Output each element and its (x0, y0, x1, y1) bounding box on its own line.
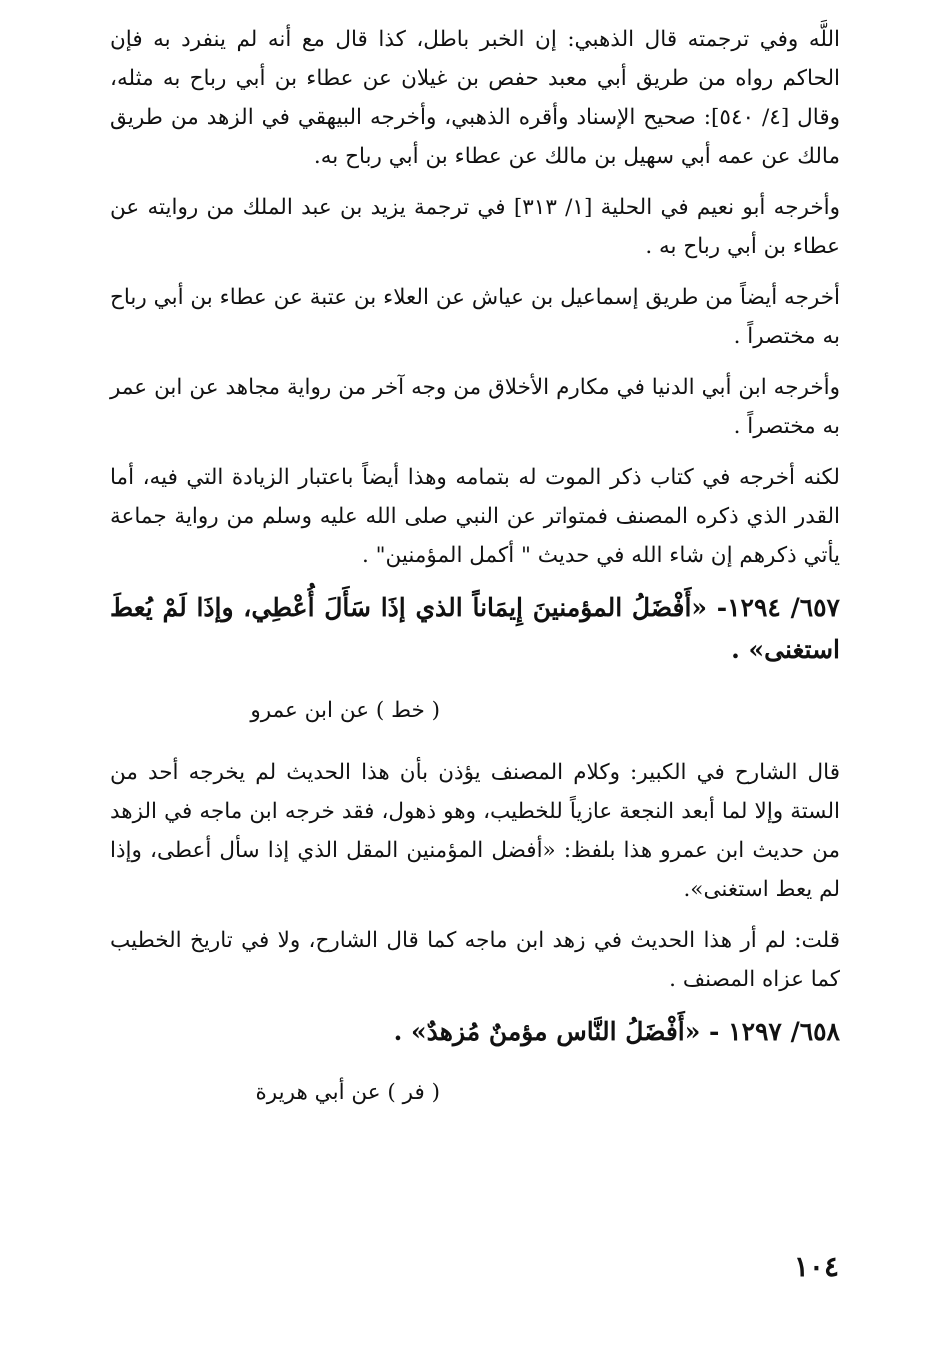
hadith-text: ٦٥٧/ ١٢٩٤- «أَفْضَلُ المؤمنينَ إِيمَاناً الذي إذَا سَأَلَ أُعْطِي، وإذَا لَمْ يُعطَ استغنى» . (110, 593, 840, 664)
hadith-text: ٦٥٨/ ١٢٩٧ - «أَفْضَلُ النَّاس مؤمنٌ مُزهدٌ» . (393, 1017, 840, 1046)
document-page (110, 20, 840, 1320)
hadith-source: ( فر ) عن أبي هريرة (255, 1080, 440, 1105)
commentary-paragraph: أخرجه أيضاً من طريق إسماعيل بن عياش عن العلاء بن عتبة عن عطاء بن أبي رباح به مختصراً . (110, 285, 840, 349)
commentary-paragraph: وأخرجه أبو نعيم في الحلية [١/ ٣١٣] في ترجمة يزيد بن عبد الملك من روايته عن عطاء بن أبي رباح به . (110, 195, 841, 259)
commentary-paragraph: قال الشارح في الكبير: وكلام المصنف يؤذن بأن هذا الحديث لم يخرجه أحد من الستة وإلا لما أبعد النجعة عازياً للخطيب، وهو ذهول، فقد خرجه ابن ماجه في الزهد من حديث ابن عمرو هذا بلفظ: «أفضل المؤمنين المقل الذي إذا سأل أعطى، وإذا لم يعط استغنى». (110, 760, 840, 902)
commentary-paragraph: اللَّه وفي ترجمته قال الذهبي: إن الخبر باطل، كذا قال مع أنه لم ينفرد به فإن الحاكم رواه من طريق أبي معبد حفص بن غيلان عن عطاء بن أبي رباح به مثله، وقال [٤/ ٥٤٠]: صحيح الإسناد وأقره الذهبي، وأخرجه البيهقي في الزهد من طريق مالك عن عمه أبي سهيل بن مالك عن عطاء بن أبي رباح به. (110, 27, 841, 169)
commentary-paragraph: وأخرجه ابن أبي الدنيا في مكارم الأخلاق من وجه آخر من رواية مجاهد عن ابن عمر به مختصراً . (110, 375, 840, 439)
commentary-paragraph: قلت: لم أر هذا الحديث في زهد ابن ماجه كما قال الشارح، ولا في تاريخ الخطيب كما عزاه المصنف . (110, 928, 840, 992)
hadith-source: ( خط ) عن ابن عمرو (250, 698, 440, 723)
commentary-paragraph: لكنه أخرجه في كتاب ذكر الموت له بتمامه وهذا أيضاً باعتبار الزيادة التي فيه، أما القدر الذي ذكره المصنف فمتواتر عن النبي صلى الله عليه وسلم من رواية جماعة يأتي ذكرهم إن شاء الله في حديث " أكمل المؤمنين" . (110, 465, 840, 568)
page-number: ١٠٤ (793, 1250, 839, 1283)
